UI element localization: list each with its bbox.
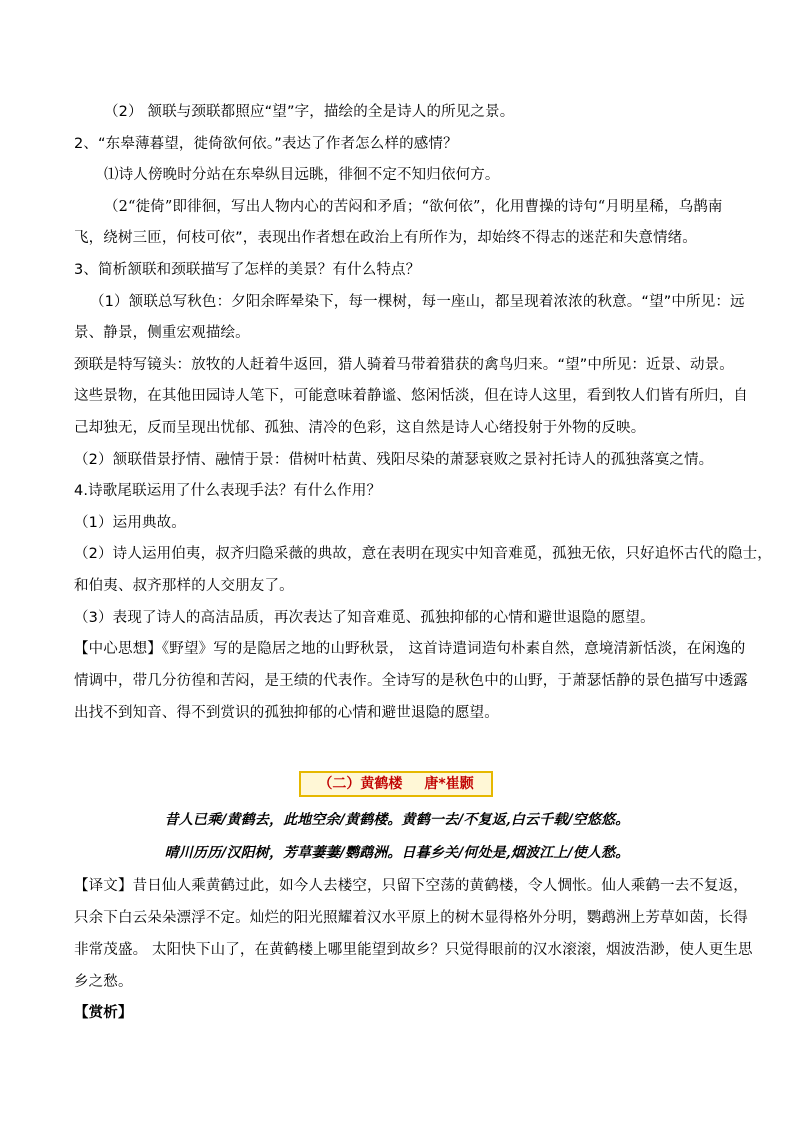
answer-3-1-line-2: 景、静景，侧重宏观描绘。: [74, 325, 250, 341]
answer-3-1-line-1: （1）颔联总写秋色：夕阳余晖晕染下，每一棵树，每一座山，都呈现着浓浓的秋意。“望”中所见：远: [90, 294, 745, 310]
section-author: 唐*崔颢: [424, 776, 474, 792]
translation-line-3: 非常茂盛。 太阳快下山了，在黄鹤楼上哪里能望到故乡？只觉得眼前的汉水滚滚，烟波浩渺，使人更生思: [74, 942, 753, 958]
central-idea-line-2: 情调中，带几分彷徨和苦闷，是王绩的代表作。全诗写的是秋色中的山野，于萧瑟恬静的景色描写中透露: [74, 673, 748, 689]
translation-line-1: 【译文】昔日仙人乘黄鹤过此，如今人去楼空，只留下空荡的黄鹤楼，令人惆怅。仙人乘鹤一去不复返，: [74, 878, 748, 894]
answer-3-1-line-4: 这些景物，在其他田园诗人笔下，可能意味着静谧、悠闲恬淡，但在诗人这里，看到牧人们皆有所归，自: [74, 388, 748, 404]
answer-1-2: （2） 颔联与颈联都照应“望”字，描绘的全是诗人的所见之景。: [104, 104, 515, 120]
answer-2-2-line-1: （2“徙倚”即徘徊，写出人物内心的苦闷和矛盾；“欲何依”，化用曹操的诗句“月明星稀，乌鹊南: [104, 199, 723, 215]
question-3: 3、简析颔联和颈联描写了怎样的美景？有什么特点？: [74, 262, 421, 278]
answer-3-1-line-3: 颈联是特写镜头：放牧的人赶着牛返回，猎人骑着马带着猎获的禽鸟归来。“望”中所见：近景、动景。: [74, 357, 734, 373]
poem-line-2: 晴川历历/汉阳树，芳草萋萋/鹦鹉洲。日暮乡关/何处是,烟波江上/使人愁。: [164, 845, 630, 861]
answer-4-3: （3）表现了诗人的高洁品质，再次表达了知音难觅、孤独抑郁的心情和避世退隐的愿望。: [74, 610, 655, 626]
section-title-box: [299, 771, 493, 797]
answer-2-2-line-2: 飞，绕树三匝，何枝可依”，表现出作者想在政治上有所作为，却始终不得志的迷茫和失意情绪。: [74, 230, 697, 246]
answer-3-1-line-5: 己却独无，反而呈现出忧郁、孤独、清冷的色彩，这自然是诗人心绪投射于外物的反映。: [74, 420, 646, 436]
answer-3-2: （2）颔联借景抒情、融情于景：借树叶枯黄、残阳尽染的萧瑟衰败之景衬托诗人的孤独落寞之情。: [74, 452, 714, 468]
question-4: 4.诗歌尾联运用了什么表现手法？有什么作用？: [74, 483, 382, 499]
answer-4-2-line-1: （2）诗人运用伯夷，叔齐归隐采薇的典故，意在表明在现实中知音难觅，孤独无依，只好追怀古代的隐士，: [74, 546, 772, 562]
answer-4-1: （1）运用典故。: [74, 515, 186, 531]
answer-4-2-line-2: 和伯夷、叔齐那样的人交朋友了。: [74, 578, 294, 594]
appreciation-heading: 【赏析】: [74, 1005, 133, 1021]
question-2: 2、“东皋薄暮望，徙倚欲何依。”表达了作者怎么样的感情？: [74, 136, 458, 152]
answer-2-1: ⑴诗人傍晚时分站在东皋纵目远眺，徘徊不定不知归依何方。: [104, 167, 500, 183]
translation-line-2: 只余下白云朵朵漂浮不定。灿烂的阳光照耀着汉水平原上的树木显得格外分明，鹦鹉洲上芳草如茵，长得: [74, 910, 748, 926]
section-title: （二）黄鹤楼: [318, 776, 403, 792]
poem-line-1: 昔人已乘/黄鹤去，此地空余/黄鹤楼。黄鹤一去/不复返,白云千载/空悠悠。: [164, 812, 630, 828]
translation-line-4: 乡之愁。: [74, 974, 133, 990]
central-idea-line-3: 出找不到知音、得不到赏识的孤独抑郁的心情和避世退隐的愿望。: [74, 705, 499, 721]
central-idea-line-1: 【中心思想】《野望》写的是隐居之地的山野秋景， 这首诗遣词造句朴素自然，意境清新恬淡，在闲逸的: [74, 641, 746, 657]
